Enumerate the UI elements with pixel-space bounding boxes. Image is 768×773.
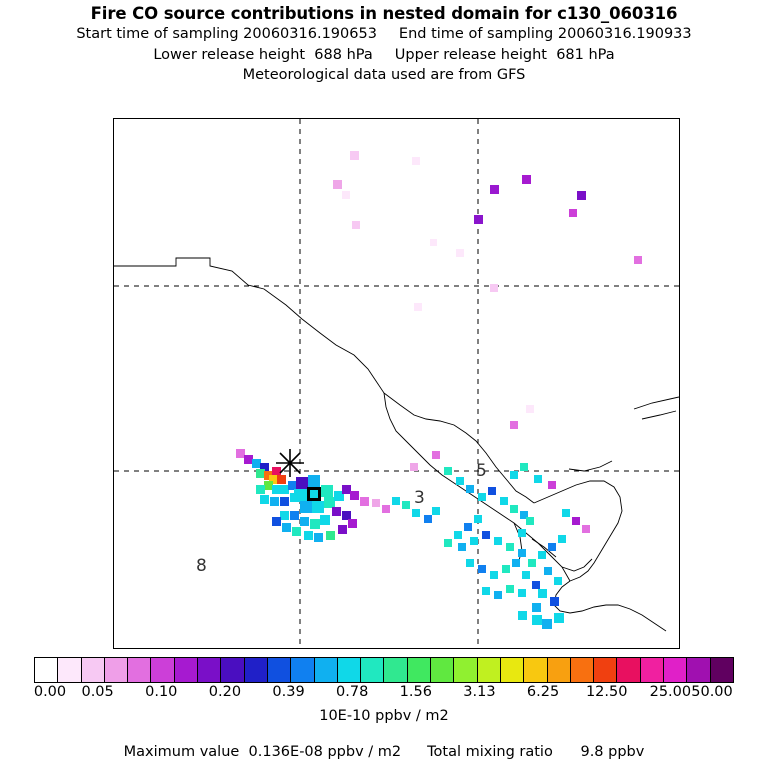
colorbar-cell-23	[571, 658, 594, 682]
colorbar-tick-label: 3.13	[463, 684, 496, 700]
map-annotation-5: 5	[476, 461, 487, 481]
start-time-label: Start time of sampling 20060316.190653	[76, 26, 377, 43]
colorbar-tick-label: 0.00	[33, 684, 67, 700]
end-time-label: End time of sampling 20060316.190933	[398, 26, 692, 43]
colorbar-units-label: 10E-10 ppbv / m2	[319, 708, 449, 724]
colorbar-cell-20	[501, 658, 524, 682]
map-canvas	[114, 119, 679, 648]
colorbar-cell-29	[711, 658, 733, 682]
colorbar-cell-15	[384, 658, 407, 682]
colorbar-cell-22	[548, 658, 571, 682]
page-title: Fire CO source contributions in nested domain for c130_060316	[90, 4, 678, 23]
colorbar-tick-label: 50.00	[691, 684, 733, 700]
colorbar-cell-12	[315, 658, 338, 682]
colorbar-ticks	[34, 684, 734, 702]
colorbar-cell-1	[58, 658, 81, 682]
colorbar-cell-6	[175, 658, 198, 682]
colorbar-tick-label: 0.05	[81, 684, 114, 700]
release-heights-row	[0, 48, 768, 63]
colorbar-cell-14	[361, 658, 384, 682]
colorbar-cell-17	[431, 658, 454, 682]
release-marker	[276, 449, 304, 477]
colorbar-tick-label: 25.00	[649, 684, 692, 700]
colorbar-cell-4	[128, 658, 151, 682]
colorbar-cell-24	[594, 658, 617, 682]
map-panel[interactable]	[113, 118, 680, 649]
colorbar-cell-26	[641, 658, 664, 682]
sampling-times-row	[0, 27, 768, 42]
colorbar-tick-label: 0.39	[272, 684, 305, 700]
map-annotation-3: 3	[414, 488, 425, 508]
colorbar-cell-25	[617, 658, 640, 682]
maximum-value-label: Maximum value 0.136E-08 ppbv / m2	[123, 744, 402, 760]
upper-release-height-label: Upper release height 681 hPa	[394, 46, 615, 63]
colorbar-cell-16	[408, 658, 431, 682]
colorbar-cell-13	[338, 658, 361, 682]
colorbar-cell-27	[664, 658, 687, 682]
colorbar-tick-label: 1.56	[399, 684, 432, 700]
colorbar-cell-8	[221, 658, 244, 682]
colorbar-cell-28	[687, 658, 710, 682]
colorbar-tick-label: 0.10	[145, 684, 178, 700]
colorbar-tick-label: 6.25	[526, 684, 560, 700]
colorbar-cell-2	[82, 658, 105, 682]
colorbar-scale	[34, 657, 734, 683]
colorbar-cell-21	[524, 658, 547, 682]
colorbar-cell-7	[198, 658, 221, 682]
colorbar-tick-label: 12.50	[585, 684, 628, 700]
colorbar-cell-11	[291, 658, 314, 682]
colorbar-cell-18	[454, 658, 477, 682]
colorbar-tick-label: 0.20	[208, 684, 242, 700]
map-annotation-8: 8	[196, 556, 207, 576]
colorbar-cell-10	[268, 658, 291, 682]
plume-cells	[236, 151, 642, 629]
colorbar-cell-3	[105, 658, 128, 682]
map-annotations	[196, 461, 487, 576]
met-data-label: Meteorological data used are from GFS	[242, 66, 526, 83]
total-mixing-ratio-label: Total mixing ratio 9.8 ppbv	[427, 744, 645, 760]
colorbar	[33, 657, 734, 700]
colorbar-cell-5	[151, 658, 174, 682]
colorbar-cell-0	[35, 658, 58, 682]
colorbar-tick-label: 0.78	[336, 684, 369, 700]
colorbar-cell-9	[245, 658, 268, 682]
colorbar-cell-19	[478, 658, 501, 682]
lower-release-height-label: Lower release height 688 hPa	[153, 46, 373, 63]
footer-stats	[0, 744, 768, 760]
